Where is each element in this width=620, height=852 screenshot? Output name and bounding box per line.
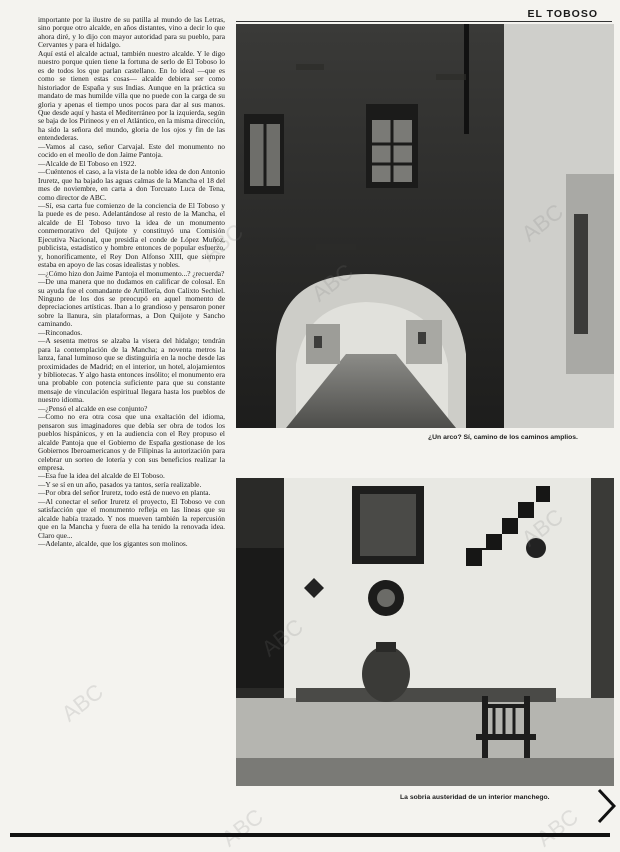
archway-photo <box>236 24 614 428</box>
article-paragraph: —Adelante, alcalde, que los gigantes son molinos. <box>38 539 188 549</box>
article-paragraph: —Vamos al caso, señor Carvajal. Este del monumento no cocido en el meollo de don Jaime Pantoja. <box>38 141 225 160</box>
watermark: ABC <box>196 218 248 267</box>
header-rule <box>236 21 612 22</box>
article-paragraph: —Y se sí en un año, pasados ya tantos, sería realizable. <box>38 479 202 489</box>
article-paragraph: —Sí, esa carta fue comienzo de la conciencia de El Toboso y la puede es de peso. Adelantándose al resto de la Mancha, el alcalde de El Toboso tuvo la idea de un monumento conmemorativo del Quijote y constituyó una Comisión Ejecutiva Nacional, que presidía el conde de López Muñoz, publicista, estadístico y hombre entonces de popular esfuerzo, y, honoríficamente, el Rey Don Alfonso XIII, que siempre estaba en apoyo de las cosas idealistas y nobles. <box>38 200 225 270</box>
bottom-photo-caption: La sobria austeridad de un interior manchego. <box>400 794 550 801</box>
article-paragraph: —Alcalde de El Toboso en 1922. <box>38 158 137 168</box>
article-paragraph: —Al conectar el señor Iruretz el proyecto, El Toboso ve con satisfacción que el monumento refleja en las líneas que su alcalde había trazado. Y nos mueven también la repercusión que en la Mancha y fuera de ella ha tenido la renovada idea. Claro que... <box>38 496 225 540</box>
watermark: ABC <box>56 678 108 727</box>
article-paragraph: —Esa fue la idea del alcalde de El Toboso. <box>38 471 165 481</box>
top-photo-caption: ¿Un arco? Sí, camino de los caminos amplios. <box>428 434 578 441</box>
bottom-rule <box>10 833 610 837</box>
watermark: ABC <box>216 803 268 852</box>
article-paragraph: Aquí está el alcalde actual, también nuestro alcalde. Y le digo nuestro porque quien tiene la fortuna de serlo de El Toboso lo es de todos los que parlan castellano. En lo ideal —que es como se tienen estas cosas— alcalde debiera ser como historiador de España y sus Indias. Aunque en la práctica su mandato de mas humilde villa que no puede con la carga de su gloria y apenas el tiempo unos pocos para dar al sus manos. Que desde aquí y hasta el Mediterráneo por la izquierda, según se baja de los Pirineos y en el Atlántico, en la misma dirección, ha sido la señora del mundo, gloria de los ojos y fin de las entendederas. <box>38 48 225 143</box>
article-paragraph: —A sesenta metros se alzaba la visera del hidalgo; tendrán para la contemplación de la Mancha; a noventa metros la lanza, fanal luminoso que se distinguiría en la noche desde las proximidades de Madrid; en el interior, un hotel, alojamientos y bibliotecas. Y algo hasta entonces insólito; el monumento era una probable con potencia suficiente para que su constante mensaje de vinculación espiritual llegara hasta los pueblos de nuestro idioma. <box>38 336 225 405</box>
article-column <box>38 16 225 806</box>
article-paragraph: —¿Cómo hizo don Jaime Pantoja el monumento...? ¿recuerda? <box>38 268 225 278</box>
article-paragraph: importante por la ilustre de su patilla al mundo de las Letras, sino porque otro alcalde, en años distantes, vino a decir lo que ahora diré, y lo dijo con mayor autoridad para su pueblo, para Cervantes y para el hidalgo. <box>38 16 225 50</box>
section-title: EL TOBOSO <box>527 8 598 20</box>
article-paragraph: —Como no era otra cosa que una exaltación del idioma, pensaron sus imaginadores que debía ser obra de todos los pueblos hispánicos, y en la audiencia con el Rey propuso el alcalde Pantoja que el Gobierno de España gestionase de los Gobiernos Iberoamericanos y de Filipinas la autorización para celebrar un sorteo de lotería y con sus beneficios realizar la empresa. <box>38 412 225 473</box>
article-paragraph: —De una manera que no dudamos en calificar de colosal. En su ayuda fue el comandante de Artillería, don Calixto Sechiel. Ninguno de los dos se preocupó en aquel momento de depreciaciones artísticas. Iban a lo grandioso y pensaron poner sobre la llanura, sin plataformas, a Don Quijote y Sancho caminando. <box>38 277 225 329</box>
archway-illustration <box>236 24 614 428</box>
article-paragraph: —Rinconados. <box>38 327 83 337</box>
interior-illustration <box>236 478 614 786</box>
watermark: ABC <box>531 803 583 852</box>
interior-photo <box>236 478 614 786</box>
article-paragraph: —Por obra del señor Iruretz, todo está de nuevo en planta. <box>38 488 211 498</box>
article-paragraph: —Cuéntenos el caso, a la vista de la noble idea de don Antonio Iruretz, que ha bajado las aguas calmas de la Mancha el 18 del mes de noviembre, en carta a don Torcuato Luca de Tena, como director de ABC. <box>38 167 225 202</box>
article-paragraph: —¿Pensó el alcalde en ese conjunto? <box>38 403 148 413</box>
next-page-arrow-icon <box>596 788 616 824</box>
